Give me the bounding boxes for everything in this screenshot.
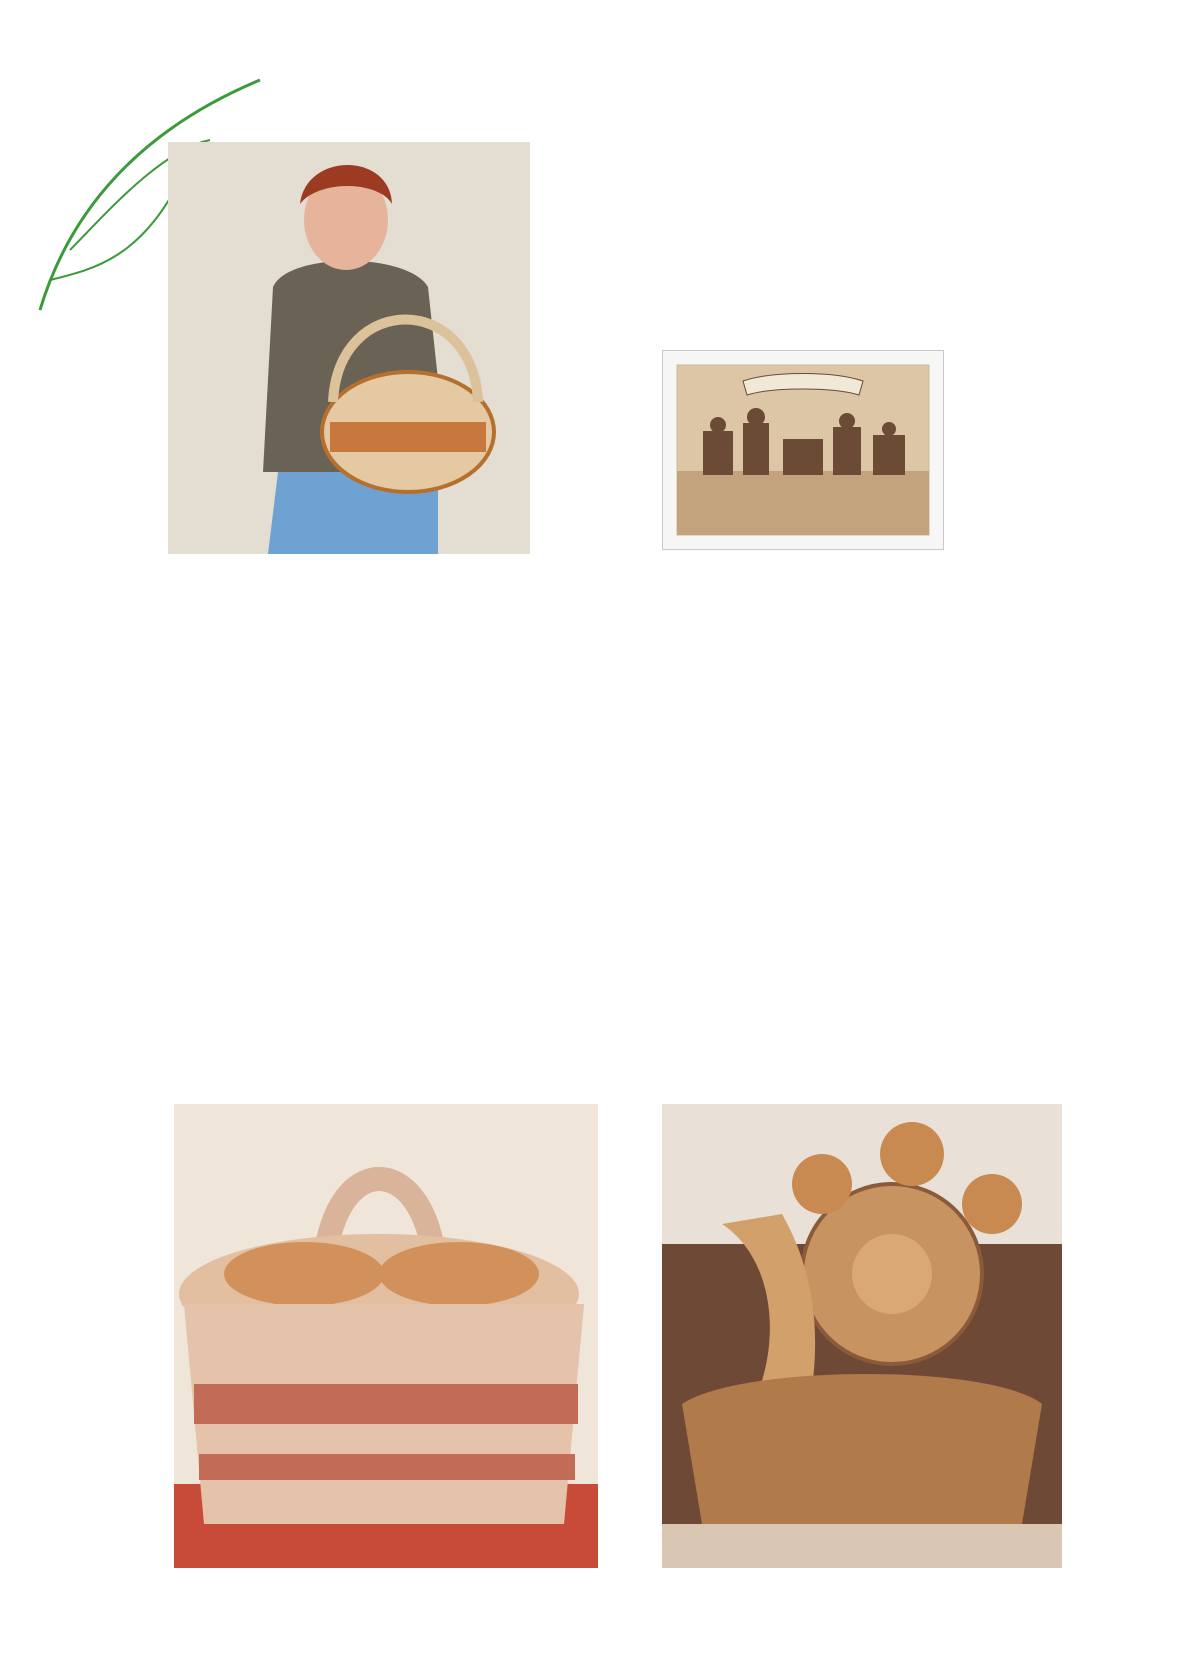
wicker-sculpture-photo xyxy=(662,1104,1062,1568)
basket-photo xyxy=(174,1104,598,1568)
portrait-photo xyxy=(168,142,530,554)
framed-painting-photo xyxy=(662,350,944,550)
